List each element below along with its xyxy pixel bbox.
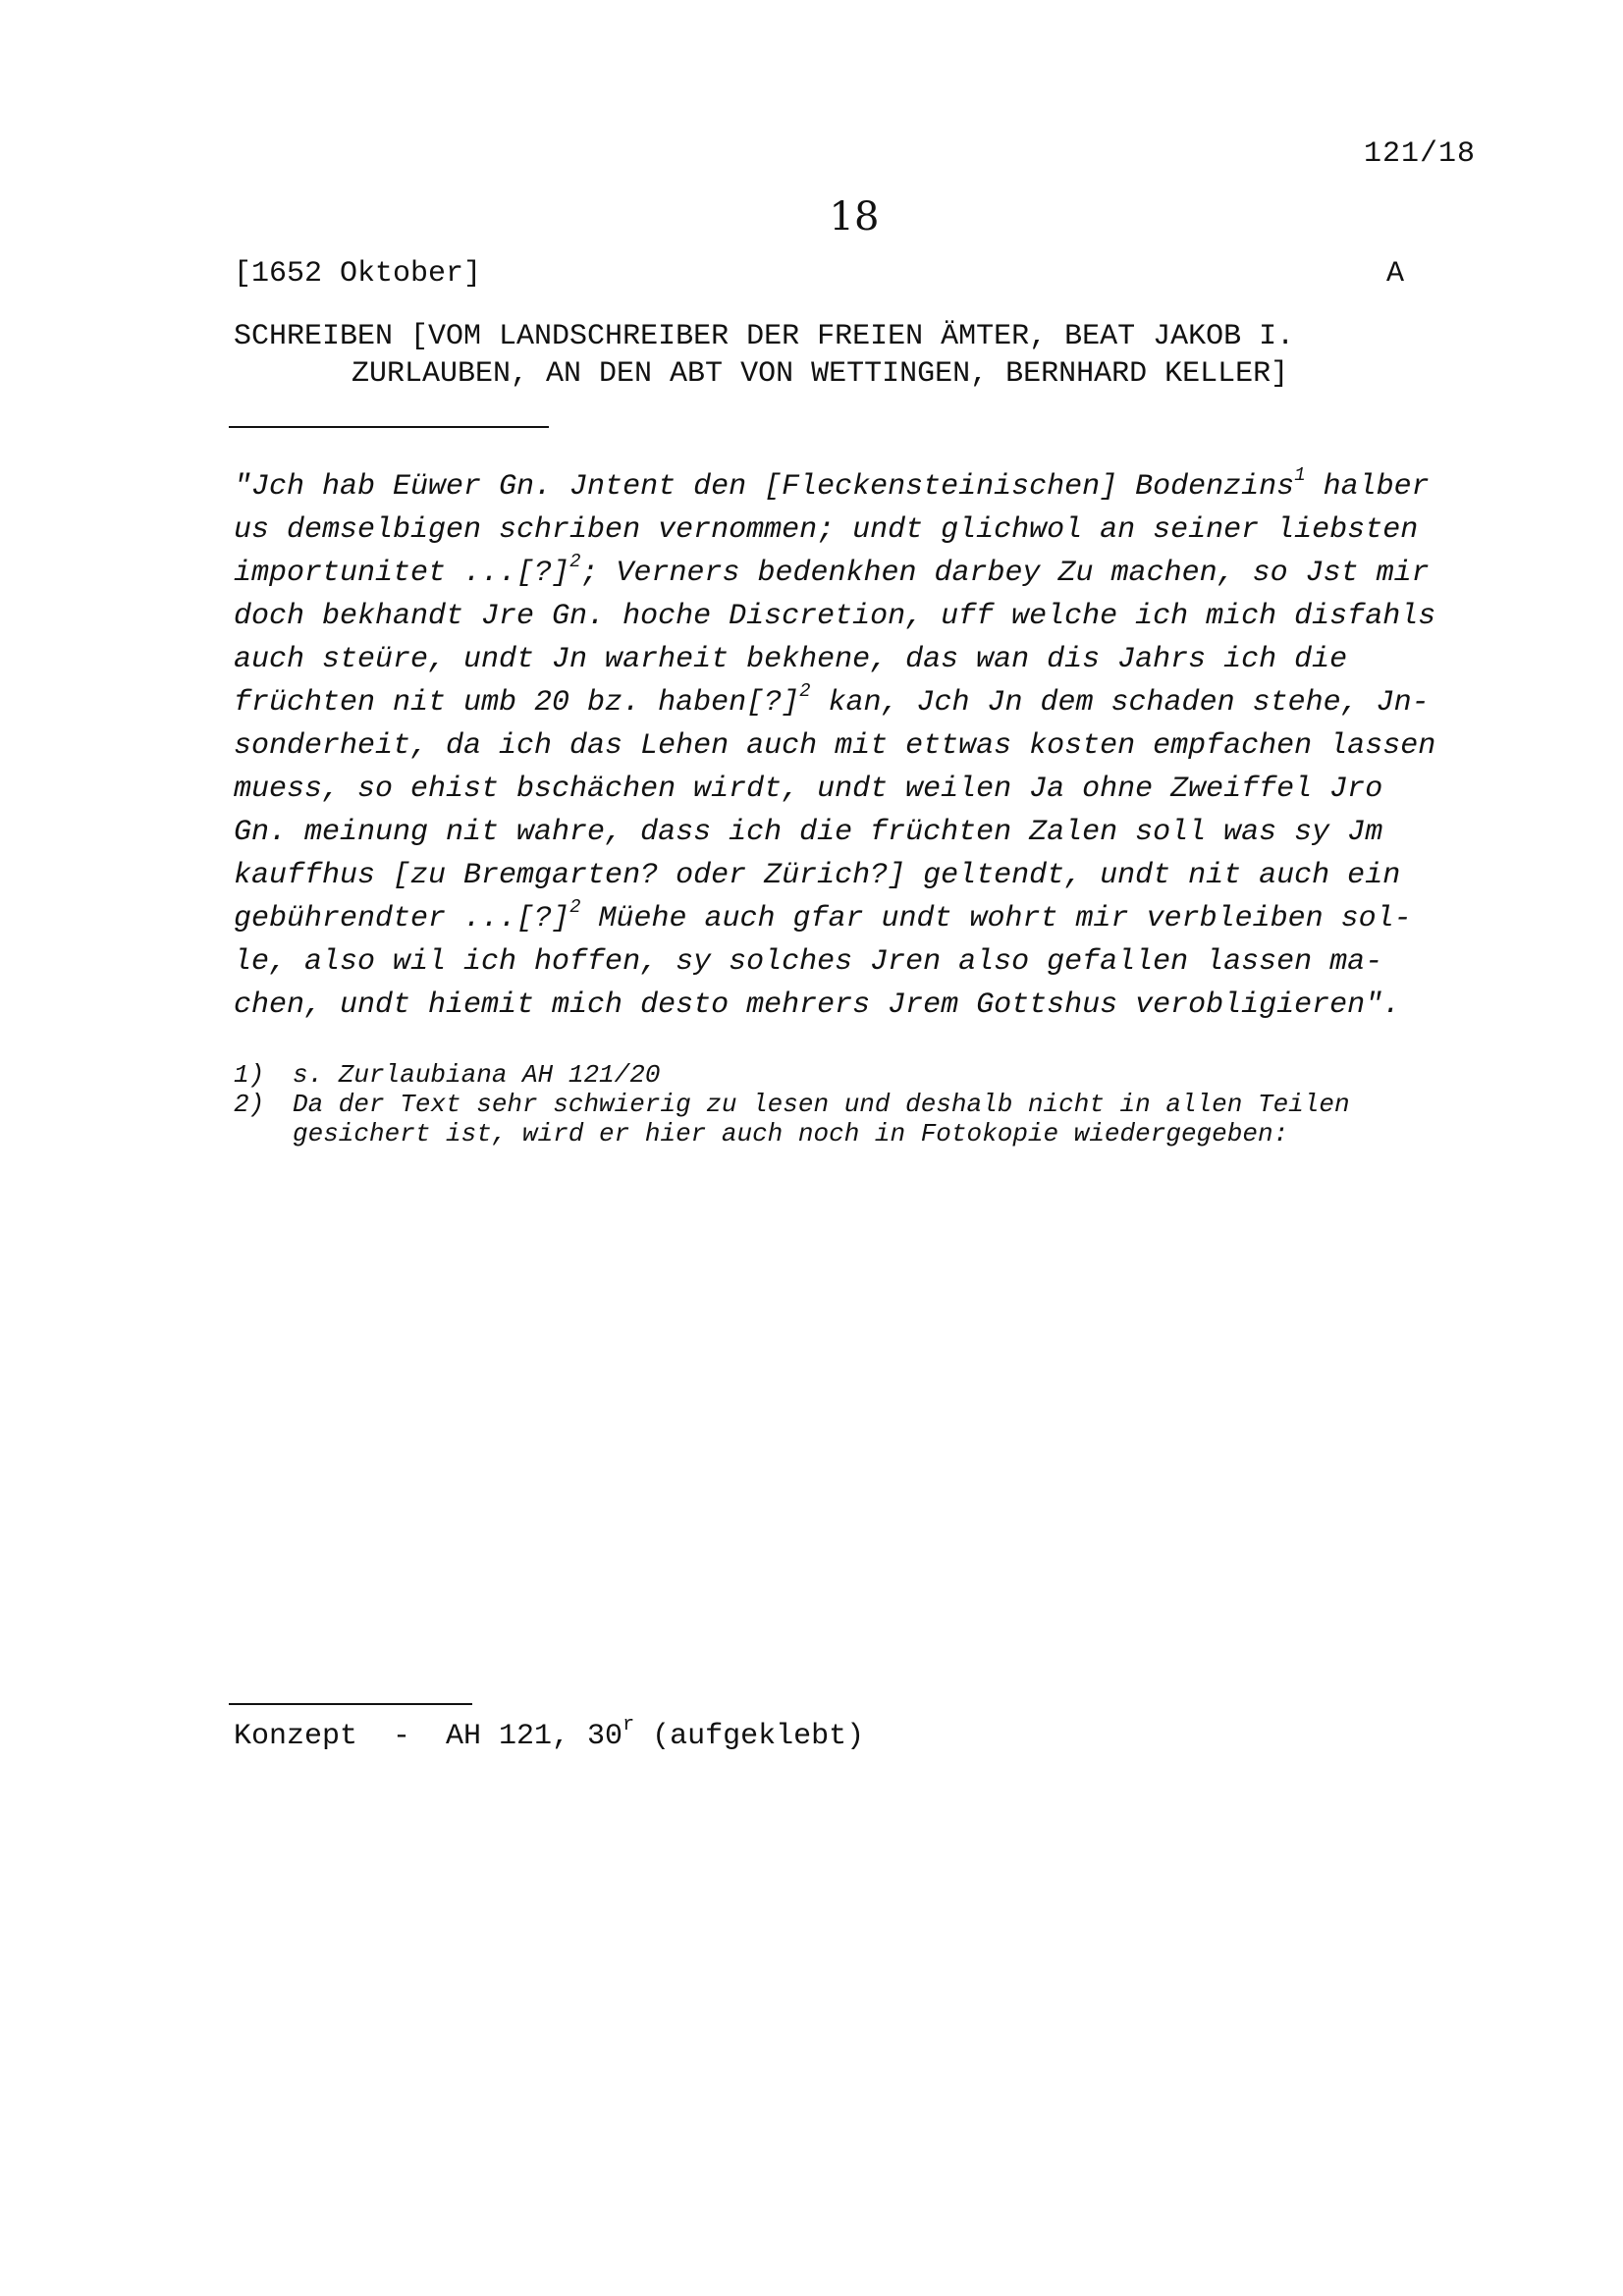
body-line-text: Gn. meinung nit wahre, dass ich die früchten Zalen soll was sy Jm (234, 816, 1383, 849)
footnote-line (234, 1119, 1490, 1148)
footnotes (234, 1060, 1490, 1148)
body-line-text: us demselbigen schriben vernommen; undt glichwol an seiner liebsten (234, 513, 1419, 547)
source-divider (229, 1703, 472, 1705)
footnote-reference: 2 (799, 680, 811, 702)
body-line (234, 638, 1490, 681)
body-line-text: doch bekhandt Jre Gn. hoche Discretion, uff welche ich mich disfahls (234, 600, 1436, 633)
body-line (234, 768, 1490, 811)
footnote-text: Da der Text sehr schwierig zu lesen und deshalb nicht in allen Teilen (293, 1090, 1350, 1119)
document-heading (234, 318, 1471, 393)
body-line (234, 724, 1490, 768)
footnote-reference: 2 (569, 551, 581, 572)
footnote-reference: 2 (569, 896, 581, 918)
body-line-text: "Jch hab Eüwer Gn. Jntent den [Fleckensteinischen] Bodenzins (234, 470, 1295, 504)
body-line (234, 508, 1490, 552)
footnote-text: gesichert ist, wird er hier auch noch in Fotokopie wiedergegeben: (293, 1119, 1289, 1148)
body-line (234, 897, 1490, 940)
body-line-text: le, also wil ich hoffen, sy solches Jren also gefallen lassen ma- (234, 945, 1383, 979)
body-line (234, 984, 1490, 1027)
body-line-text: chen, undt hiemit mich desto mehrers Jrem Gottshus verobligieren". (234, 988, 1401, 1022)
footnote-mark: 1) (234, 1060, 265, 1090)
body-line (234, 940, 1490, 984)
source-note (234, 1714, 865, 1753)
page-reference: 121/18 (1363, 137, 1476, 171)
source-text: Konzept - AH 121, 30 (234, 1720, 623, 1753)
footnote-mark (234, 1119, 293, 1148)
footnote-text: s. Zurlaubiana AH 121/20 (293, 1060, 661, 1090)
body-line (234, 465, 1490, 508)
source-remark: (aufgeklebt) (634, 1720, 865, 1753)
body-line (234, 854, 1490, 897)
footnote-line (234, 1060, 1490, 1090)
heading-line-2: ZURLAUBEN, AN DEN ABT VON WETTINGEN, BERNHARD KELLER] (352, 357, 1289, 391)
body-line-text: importunitet ...[?] (234, 557, 570, 590)
body-line (234, 681, 1490, 724)
footnote-reference: 1 (1294, 464, 1306, 486)
heading-divider (229, 426, 549, 428)
body-line-text: Müehe auch gfar undt wohrt mir verbleiben sol- (580, 902, 1412, 935)
document-classification: A (1386, 257, 1405, 291)
source-folio-side: r (622, 1714, 635, 1736)
body-line-text: auch steüre, undt Jn warheit bekhene, das wan dis Jahrs ich die (234, 643, 1348, 676)
body-line-text: kan, Jch Jn dem schaden stehe, Jn- (810, 686, 1430, 720)
body-line-text: muess, so ehist bschächen wirdt, undt weilen Ja ohne Zweiffel Jro (234, 773, 1383, 806)
footnote-line (234, 1090, 1490, 1119)
body-line-text: früchten nit umb 20 bz. haben[?] (234, 686, 800, 720)
body-line-text: ; Verners bedenkhen darbey Zu machen, so Jst mir (580, 557, 1430, 590)
document-date: [1652 Oktober] (234, 257, 482, 291)
letter-body (234, 465, 1490, 1027)
body-line-text: kauffhus [zu Bremgarten? oder Zürich?] geltendt, undt nit auch ein (234, 859, 1401, 892)
body-line (234, 552, 1490, 595)
body-line-text: sonderheit, da ich das Lehen auch mit ettwas kosten empfachen lassen (234, 729, 1436, 763)
body-line-text: halber (1305, 470, 1430, 504)
body-line (234, 595, 1490, 638)
footnote-mark: 2) (234, 1090, 265, 1119)
body-line (234, 811, 1490, 854)
document-number: 18 (829, 194, 880, 240)
body-line-text: gebührendter ...[?] (234, 902, 570, 935)
heading-line-1: SCHREIBEN [VOM LANDSCHREIBER DER FREIEN ÄMTER, BEAT JAKOB I. (234, 320, 1295, 353)
